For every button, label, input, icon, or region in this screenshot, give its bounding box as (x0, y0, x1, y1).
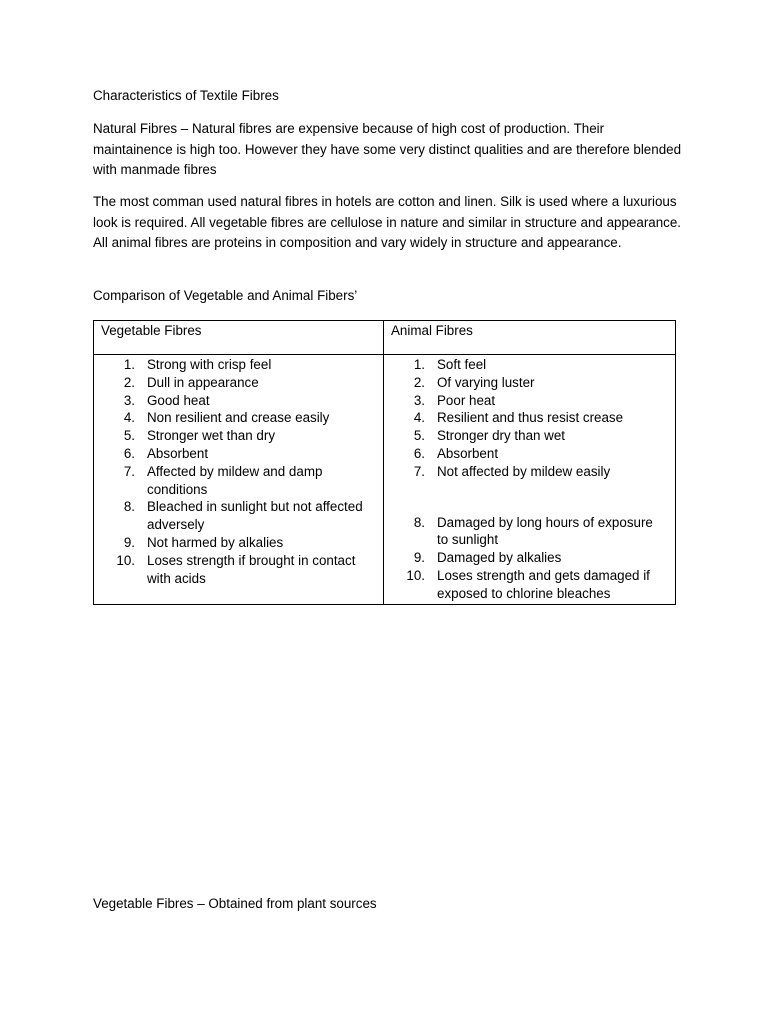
animal-list-item (384, 463, 667, 481)
vegetable-list-item-text: Affected by mildew and damp conditions (147, 463, 323, 497)
animal-list-item-text: Damaged by alkalies (437, 550, 562, 566)
vegetable-list-item (94, 552, 375, 588)
vegetable-list-cell (94, 355, 384, 605)
animal-list (384, 356, 667, 603)
vegetable-list-item-number: 4. (123, 410, 135, 426)
animal-list-item-number: 1. (413, 357, 425, 372)
comparison-table (93, 320, 676, 605)
vegetable-list-item (94, 463, 375, 499)
animal-list-item (384, 356, 667, 374)
animal-list-item (384, 445, 667, 463)
animal-list-item (384, 567, 667, 603)
animal-list-item (384, 409, 667, 427)
vegetable-list-item (94, 409, 375, 427)
vegetable-list-item-number: 2. (123, 374, 135, 390)
vegetable-list-item-text: Strong with crisp feel (147, 357, 272, 372)
animal-list-item-number: 6. (413, 445, 425, 461)
animal-list-item (384, 392, 667, 410)
animal-list-item-number: 7. (413, 463, 425, 479)
vegetable-list-item-number: 3. (123, 392, 135, 408)
animal-list-item (384, 374, 667, 392)
vegetable-list-item (94, 445, 375, 463)
animal-list-item-text: Resilient and thus resist crease (437, 410, 624, 426)
vegetable-list-item (94, 392, 375, 410)
comparison-heading: Comparison of Vegetable and Animal Fibers’ (93, 288, 358, 303)
vegetable-fibres-heading: Vegetable Fibres – Obtained from plant sources (93, 896, 377, 911)
animal-list-item-text: Soft feel (437, 357, 487, 372)
vegetable-list-item-text: Not harmed by alkalies (147, 534, 284, 550)
vegetable-header-label: Vegetable Fibres (101, 323, 202, 338)
animal-list-item-text: Poor heat (437, 392, 496, 408)
vegetable-list-item (94, 427, 375, 445)
vegetable-list-item-number: 6. (123, 445, 135, 461)
vegetable-list-item-number: 10. (116, 552, 135, 568)
vegetable-column-header (94, 321, 384, 355)
vegetable-list-item (94, 534, 375, 552)
animal-list-item-number: 8. (413, 514, 425, 530)
natural-fibres-paragraph: Natural Fibres – Natural fibres are expensive because of high cost of production. Their maintainence is high too. However they have some very distinct qualities and are therefore blended with manmade fibres (93, 121, 682, 177)
animal-list-item-number: 3. (413, 392, 425, 408)
vegetable-list-item-text: Stronger wet than dry (147, 428, 276, 444)
vegetable-list-item (94, 498, 375, 534)
animal-list-item (384, 514, 667, 550)
animal-list-item (384, 427, 667, 445)
vegetable-list-item-number: 8. (123, 499, 135, 515)
animal-list-item-number: 5. (413, 428, 425, 444)
vegetable-list-item-text: Non resilient and crease easily (147, 410, 330, 426)
animal-list-item-text: Damaged by long hours of exposure to sunlight (437, 514, 653, 548)
document-title: Characteristics of Textile Fibres (93, 88, 279, 103)
vegetable-list-item-number: 1. (123, 357, 135, 372)
animal-column-header (384, 321, 676, 355)
common-fibres-paragraph: The most comman used natural fibres in hotels are cotton and linen. Silk is used where a luxurious look is required. All vegetable fibres are cellulose in nature and similar in structure and appearance. All animal fibres are proteins in composition and vary widely in structure and appearance. (93, 194, 682, 250)
vegetable-list-item-number: 7. (123, 463, 135, 479)
animal-list-item-number: 10. (406, 567, 425, 583)
vegetable-list-item-text: Loses strength if brought in contact with acids (147, 552, 356, 586)
vegetable-list-item (94, 374, 375, 392)
vegetable-list-item-text: Dull in appearance (147, 374, 259, 390)
animal-header-label: Animal Fibres (391, 323, 473, 338)
animal-list-item-text: Of varying luster (437, 374, 535, 390)
vegetable-list-item-text: Good heat (147, 392, 210, 408)
table-header-row (94, 321, 676, 355)
table-row (94, 355, 676, 605)
vegetable-list (94, 356, 375, 587)
vegetable-list-item-text: Absorbent (147, 445, 209, 461)
animal-list-item (384, 549, 667, 567)
animal-list-item-text: Stronger dry than wet (437, 428, 566, 444)
vegetable-list-item (94, 356, 375, 374)
animal-list-item-number: 2. (413, 374, 425, 390)
animal-list-item-text: Absorbent (437, 445, 499, 461)
vegetable-list-item-number: 9. (123, 534, 135, 550)
animal-list-item-number: 9. (413, 550, 425, 566)
vegetable-list-item-number: 5. (123, 428, 135, 444)
animal-list-item-number: 4. (413, 410, 425, 426)
animal-list-cell (384, 355, 676, 605)
animal-list-item-text: Not affected by mildew easily (437, 463, 611, 479)
vegetable-list-item-text: Bleached in sunlight but not affected adversely (147, 499, 363, 533)
animal-list-item-text: Loses strength and gets damaged if exposed to chlorine bleaches (437, 567, 650, 601)
